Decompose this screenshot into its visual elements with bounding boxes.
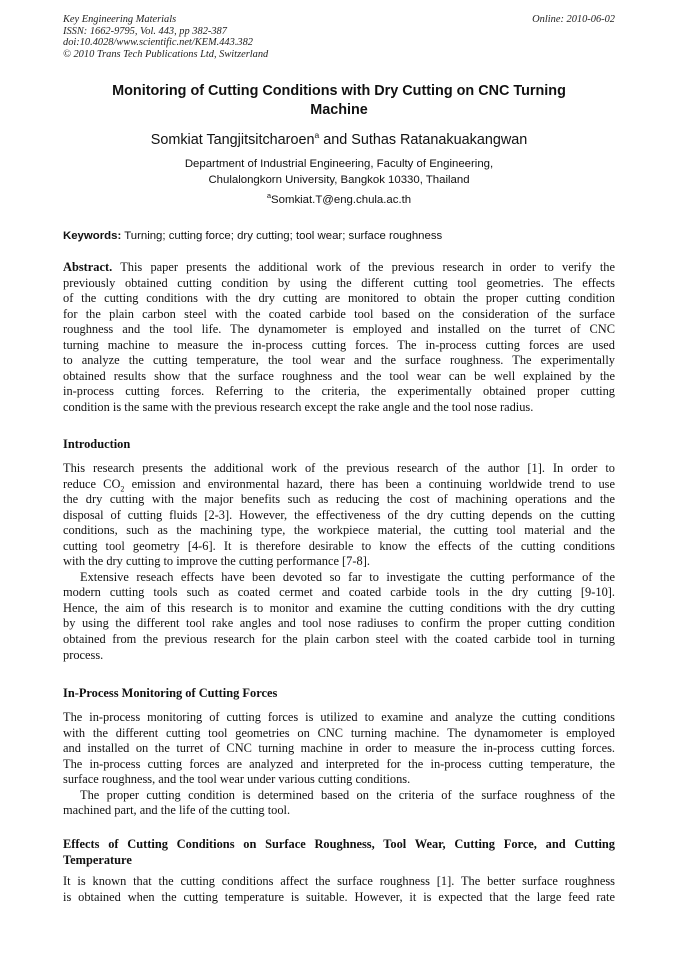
monitoring-body [63,710,615,819]
intro-line: reduce $CO_2$ emission and environmental hazard, there has been a continuing worldwide trend to use [63,476,616,494]
author-2: Suthas Ratanakuakangwan [351,132,528,148]
affiliation-line-2: Chulalongkorn University, Bangkok 10330, Thailand [208,173,470,186]
author-email [63,193,615,207]
abstract-line: previously obtained cutting condition by using the different cutting tool geometries. The effects [63,275,615,290]
section-heading-effects [63,837,615,868]
journal-header [63,14,268,60]
title-line-1: Monitoring of Cutting Conditions with Dry Cutting on CNC Turning [112,83,566,99]
intro-line: disposal of cutting fluids [2-3]. However, the effectiveness of the dry cutting depends on the cutting [63,507,615,522]
monitoring-line: The in-process cutting forces are analyzed and interpreted for the in-process cutting temperature, the [63,756,615,771]
abstract [63,260,615,415]
effects-heading-line-2: Temperature [63,852,132,867]
keywords-label: Keywords: [63,230,122,242]
intro-line: with the dry cutting to improve the cutting performance [7-8]. [63,554,370,569]
author-1: Somkiat Tangjitsitcharoen [150,132,315,148]
title-line-2: Machine [310,102,368,118]
email-affil-mark: a [266,191,272,201]
issn-line: ISSN: 1662-9795, Vol. 443, pp 382-387 [63,25,227,37]
monitoring-heading-text: In-Process Monitoring of Cutting Forces [63,686,278,700]
intro-line: process. [63,647,104,662]
introduction-body [63,461,615,663]
abstract-line: roughness and the tool life. The dynamometer is employed and installed on the turret of CNC [63,322,615,337]
copyright-line: © 2010 Trans Tech Publications Ltd, Switzerland [63,48,269,60]
affiliation [63,157,615,188]
effects-line: is obtained when the cutting temperature is suitable. However, it is expected that the large feed rate [63,889,615,904]
monitoring-line: The in-process monitoring of cutting forces is utilized to examine and analyze the cutting conditions [63,710,615,724]
effects-body [63,874,615,905]
email-address[interactable]: Somkiat.T@eng.chula.ac.th [271,194,412,206]
intro-line: the dry cutting with the major benefits such as reducing the cost of machining operations and the [63,492,615,507]
abstract-line: in-process cutting forces. Referring to the criteria, the experimentally obtained proper cutting [63,384,615,399]
intro-line: by using the different tool rake angles and tool nose radiuses to confirm the proper cutting condition [63,616,615,631]
abstract-line: for the plain carbon steel with the coated carbide tool based on the consideration of the surface [63,306,615,321]
intro-line: modern cutting tools such as coated cermet and coated carbide tools in the dry cutting [9-10]. [63,585,615,600]
monitoring-line: with the different cutting tool geometries on CNC turning machine. The dynamometer is employed [63,725,615,740]
monitoring-line: surface roughness, and the tool wear under various cutting conditions. [63,772,411,787]
monitoring-line: and installed on the turret of CNC turning machine in order to measure the in-process cutting forces. [63,741,615,756]
abstract-line: condition is the same with the previous research except the rake angle and the tool nose radius. [63,399,534,414]
intro-line: cutting tool geometry [4-6]. It is therefore desirable to know the effects of the cutting conditions [63,538,615,553]
abstract-line: to analyze the cutting temperature, the tool wear and the surface roughness. The experimentally [63,353,615,368]
monitoring-line: The proper cutting condition is determined based on the criteria of the surface roughness of the [80,787,615,802]
abstract-line: turning machine to measure the in-process cutting forces. The in-process cutting forces are used [63,337,615,352]
abstract-label: Abstract. [63,260,113,274]
doi-line[interactable]: doi:10.4028/www.scientific.net/KEM.443.382 [63,37,253,48]
effects-line: It is known that the cutting conditions affect the surface roughness [1]. The better surface roughness [63,874,615,888]
author-conjunction: and [319,132,352,148]
introduction-heading-text: Introduction [63,437,131,451]
intro-line: conditions, such as the machining type, the workpiece material, the cutting tool material and the [63,523,615,538]
section-heading-monitoring [63,686,615,702]
section-heading-introduction [63,437,615,453]
intro-line: Extensive reseach effects have been devoted so far to investigate the cutting performance of the [80,569,615,584]
author-1-affil-mark: a [314,130,320,141]
intro-line: obtained from the previous research for the plain carbon steel with the coated carbide tool in turning [63,632,615,647]
affiliation-line-1: Department of Industrial Engineering, Faculty of Engineering, [184,158,494,170]
abstract-line: of the cutting conditions with the dry cutting are monitored to obtain the proper cutting condition [63,291,615,306]
abstract-line: Abstract. This paper presents the additional work of the previous research in order to verify the [63,260,615,274]
online-date: Online: 2010-06-02 [532,14,615,25]
effects-heading-line-1: Effects of Cutting Conditions on Surface Roughness, Tool Wear, Cutting Force, and Cutting [63,837,615,851]
journal-name: Key Engineering Materials [63,14,177,25]
paper-title [63,82,615,120]
intro-line: Hence, the aim of this research is to monitor and examine the cutting conditions with the dry cutting [63,600,615,615]
monitoring-line: machined part, and the life of the cutting tool. [63,803,291,818]
author-list [63,131,615,149]
co2-subscript: 2 [120,484,125,494]
intro-line: This research presents the additional work of the previous research of the author [1]. In order to [63,461,615,475]
keywords-text: Turning; cutting force; dry cutting; tool wear; surface roughness [121,230,443,242]
abstract-line: obtained results show that the surface roughness and the tool wear can be well explained by the [63,368,615,383]
keywords [63,229,442,243]
